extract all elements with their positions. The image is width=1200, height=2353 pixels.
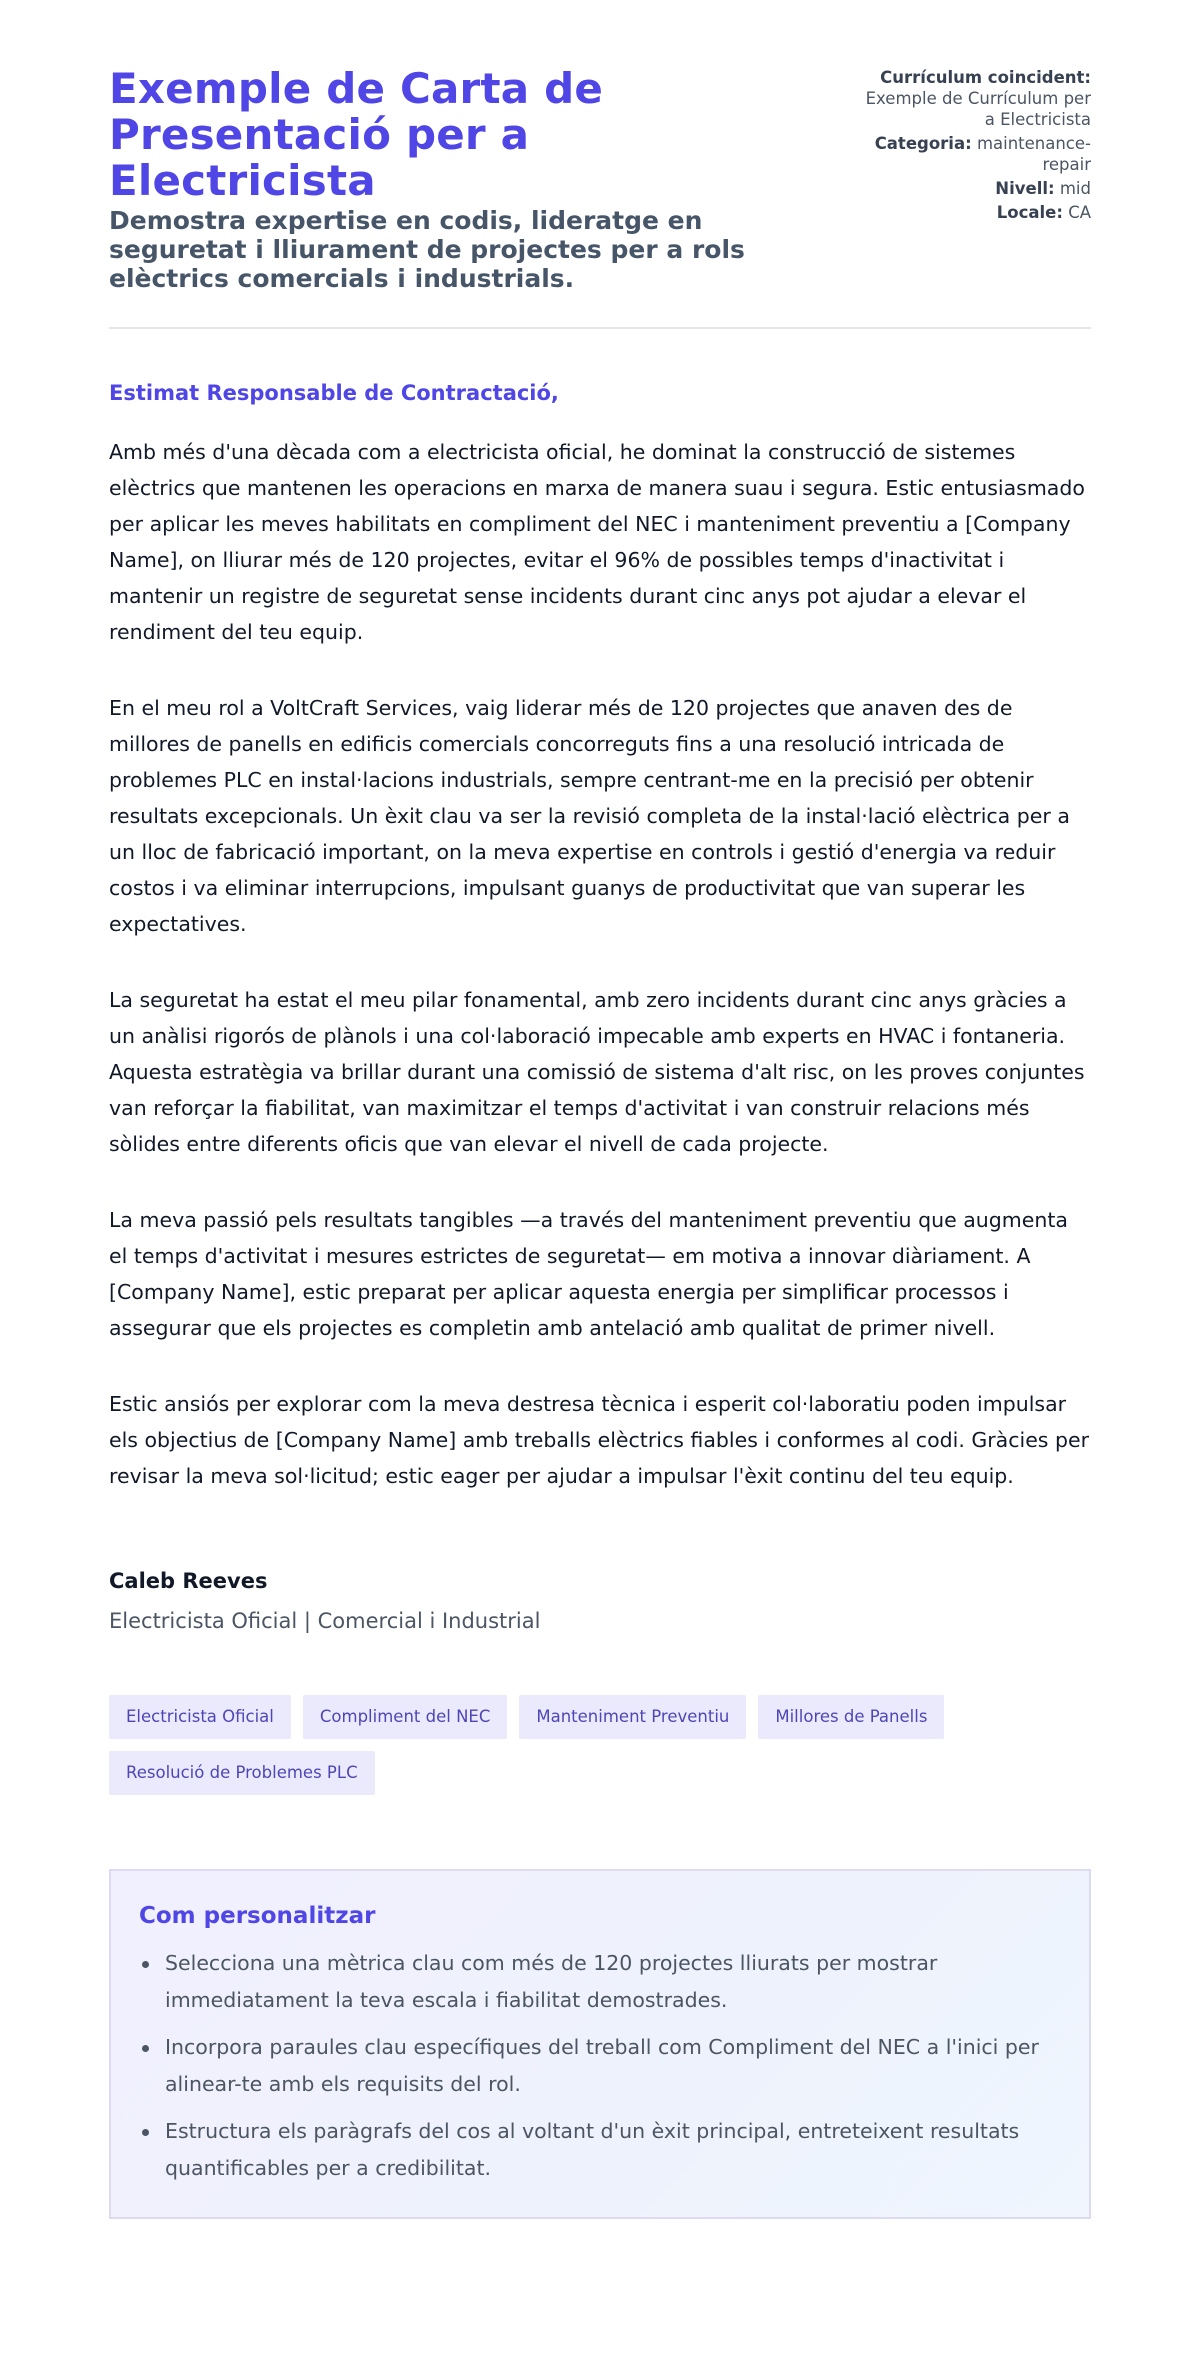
tips-item-text: Incorpora paraules clau específiques del treball com Compliment del NEC a l'inici per alinear-te amb els requisits del rol. (165, 2035, 1039, 2096)
letter-greeting: Estimat Responsable de Contractació, (109, 381, 559, 405)
tips-list-item (139, 1945, 1061, 2019)
letter-paragraph: Estic ansiós per explorar com la meva destresa tècnica i esperit col·laboratiu poden impulsar els objectius de [Company Name] amb treballs elèctrics fiables i conformes al codi. Gràcies per revisar la meva sol·licitud; estic eager per ajudar a impulsar l'èxit continu del teu equip. (109, 1392, 1090, 1488)
skill-tag: Resolució de Problemes PLC (109, 1751, 375, 1795)
tips-list-item (139, 2029, 1061, 2103)
letter-paragraph: Amb més d'una dècada com a electricista oficial, he dominat la construcció de sistemes elèctrics que mantenen les operacions en marxa de manera suau i segura. Estic entusiasmado per aplicar les meves habilitats en compliment del NEC i manteniment preventiu a [Company Name], on lliurar més de 120 projectes, evitar el 96% de possibles temps d'inactivitat i mantenir un registre de seguretat sense incidents durant cinc anys pot ajudar a elevar el rendiment del teu equip. (109, 440, 1085, 644)
bullet-icon (142, 2129, 149, 2136)
skill-tag: Millores de Panells (758, 1695, 944, 1739)
meta-locale-label: Locale: (996, 203, 1063, 222)
meta-matched-resume (851, 67, 1091, 130)
header-titles (109, 66, 809, 293)
bullet-icon (142, 1961, 149, 1968)
tips-item-text: Estructura els paràgrafs del cos al voltant d'un èxit principal, entreteixent resultats quantificables per a credibilitat. (165, 2119, 1020, 2180)
meta-matched-resume-value: Exemple de Currículum per a Electricista (865, 89, 1091, 129)
meta-level-value: mid (1059, 179, 1091, 198)
meta-locale-value: CA (1068, 203, 1091, 222)
meta-level (851, 178, 1091, 199)
meta-locale (851, 202, 1091, 223)
letter-paragraph: En el meu rol a VoltCraft Services, vaig liderar més de 120 projectes que anaven des de millores de panells en edificis comercials concorreguts fins a una resolució intricada de problemes PLC en instal·lacions industrials, sempre centrant-me en la precisió per obtenir resultats excepcionals. Un èxit clau va ser la revisió completa de la instal·lació elèctrica per a un lloc de fabricació important, on la meva expertise en controls i gestió d'energia va reduir costos i va eliminar interrupcions, impulsant guanys de productivitat que van superar les expectatives. (109, 696, 1070, 936)
letter-paragraph: La meva passió pels resultats tangibles —a través del manteniment preventiu que augmenta el temps d'activitat i mesures estrictes de seguretat— em motiva a innovar diàriament. A [Company Name], estic preparat per aplicar aquesta energia per simplificar processos i assegurar que els projectes es completin amb antelació amb qualitat de primer nivell. (109, 1208, 1068, 1340)
signature-block (109, 1567, 1091, 1635)
customization-tips-card (109, 1869, 1091, 2219)
meta-level-label: Nivell: (995, 179, 1055, 198)
skill-tags (109, 1695, 1109, 1795)
page-subtitle: Demostra expertise en codis, lideratge en seguretat i lliurament de projectes per a rols elèctrics comercials i industrials. (109, 206, 745, 293)
meta-category-label: Categoria: (874, 134, 972, 153)
signature-title: Electricista Oficial | Comercial i Industrial (109, 1609, 541, 1633)
letter-paragraph: La seguretat ha estat el meu pilar fonamental, amb zero incidents durant cinc anys gràcies a un anàlisi rigorós de plànols i una col·laboració impecable amb experts en HVAC i fontaneria. Aquesta estratègia va brillar durant una comissió de sistema d'alt risc, on les proves conjuntes van reforçar la fiabilitat, van maximitzar el temps d'activitat i van construir relacions més sòlides entre diferents oficis que van elevar el nivell de cada projecte. (109, 988, 1085, 1156)
tips-list-item (139, 2113, 1061, 2187)
meta-category-value: maintenance-repair (976, 134, 1091, 174)
skill-tag: Compliment del NEC (303, 1695, 507, 1739)
tips-item-text: Selecciona una mètrica clau com més de 120 projectes lliurats per mostrar immediatament la teva escala i fiabilitat demostrades. (165, 1951, 938, 2012)
metadata-panel (851, 67, 1091, 226)
page-title: Exemple de Carta de Presentació per a Electricista (109, 64, 604, 205)
signature-name: Caleb Reeves (109, 1569, 268, 1593)
meta-category (851, 133, 1091, 175)
letter-body (109, 379, 1091, 1494)
page-header (109, 66, 1091, 329)
skill-tag: Electricista Oficial (109, 1695, 291, 1739)
skill-tag: Manteniment Preventiu (519, 1695, 746, 1739)
meta-matched-resume-label: Currículum coincident: (880, 68, 1091, 87)
tips-list (139, 1945, 1061, 2187)
bullet-icon (142, 2045, 149, 2052)
tips-title: Com personalitzar (139, 1903, 376, 1929)
